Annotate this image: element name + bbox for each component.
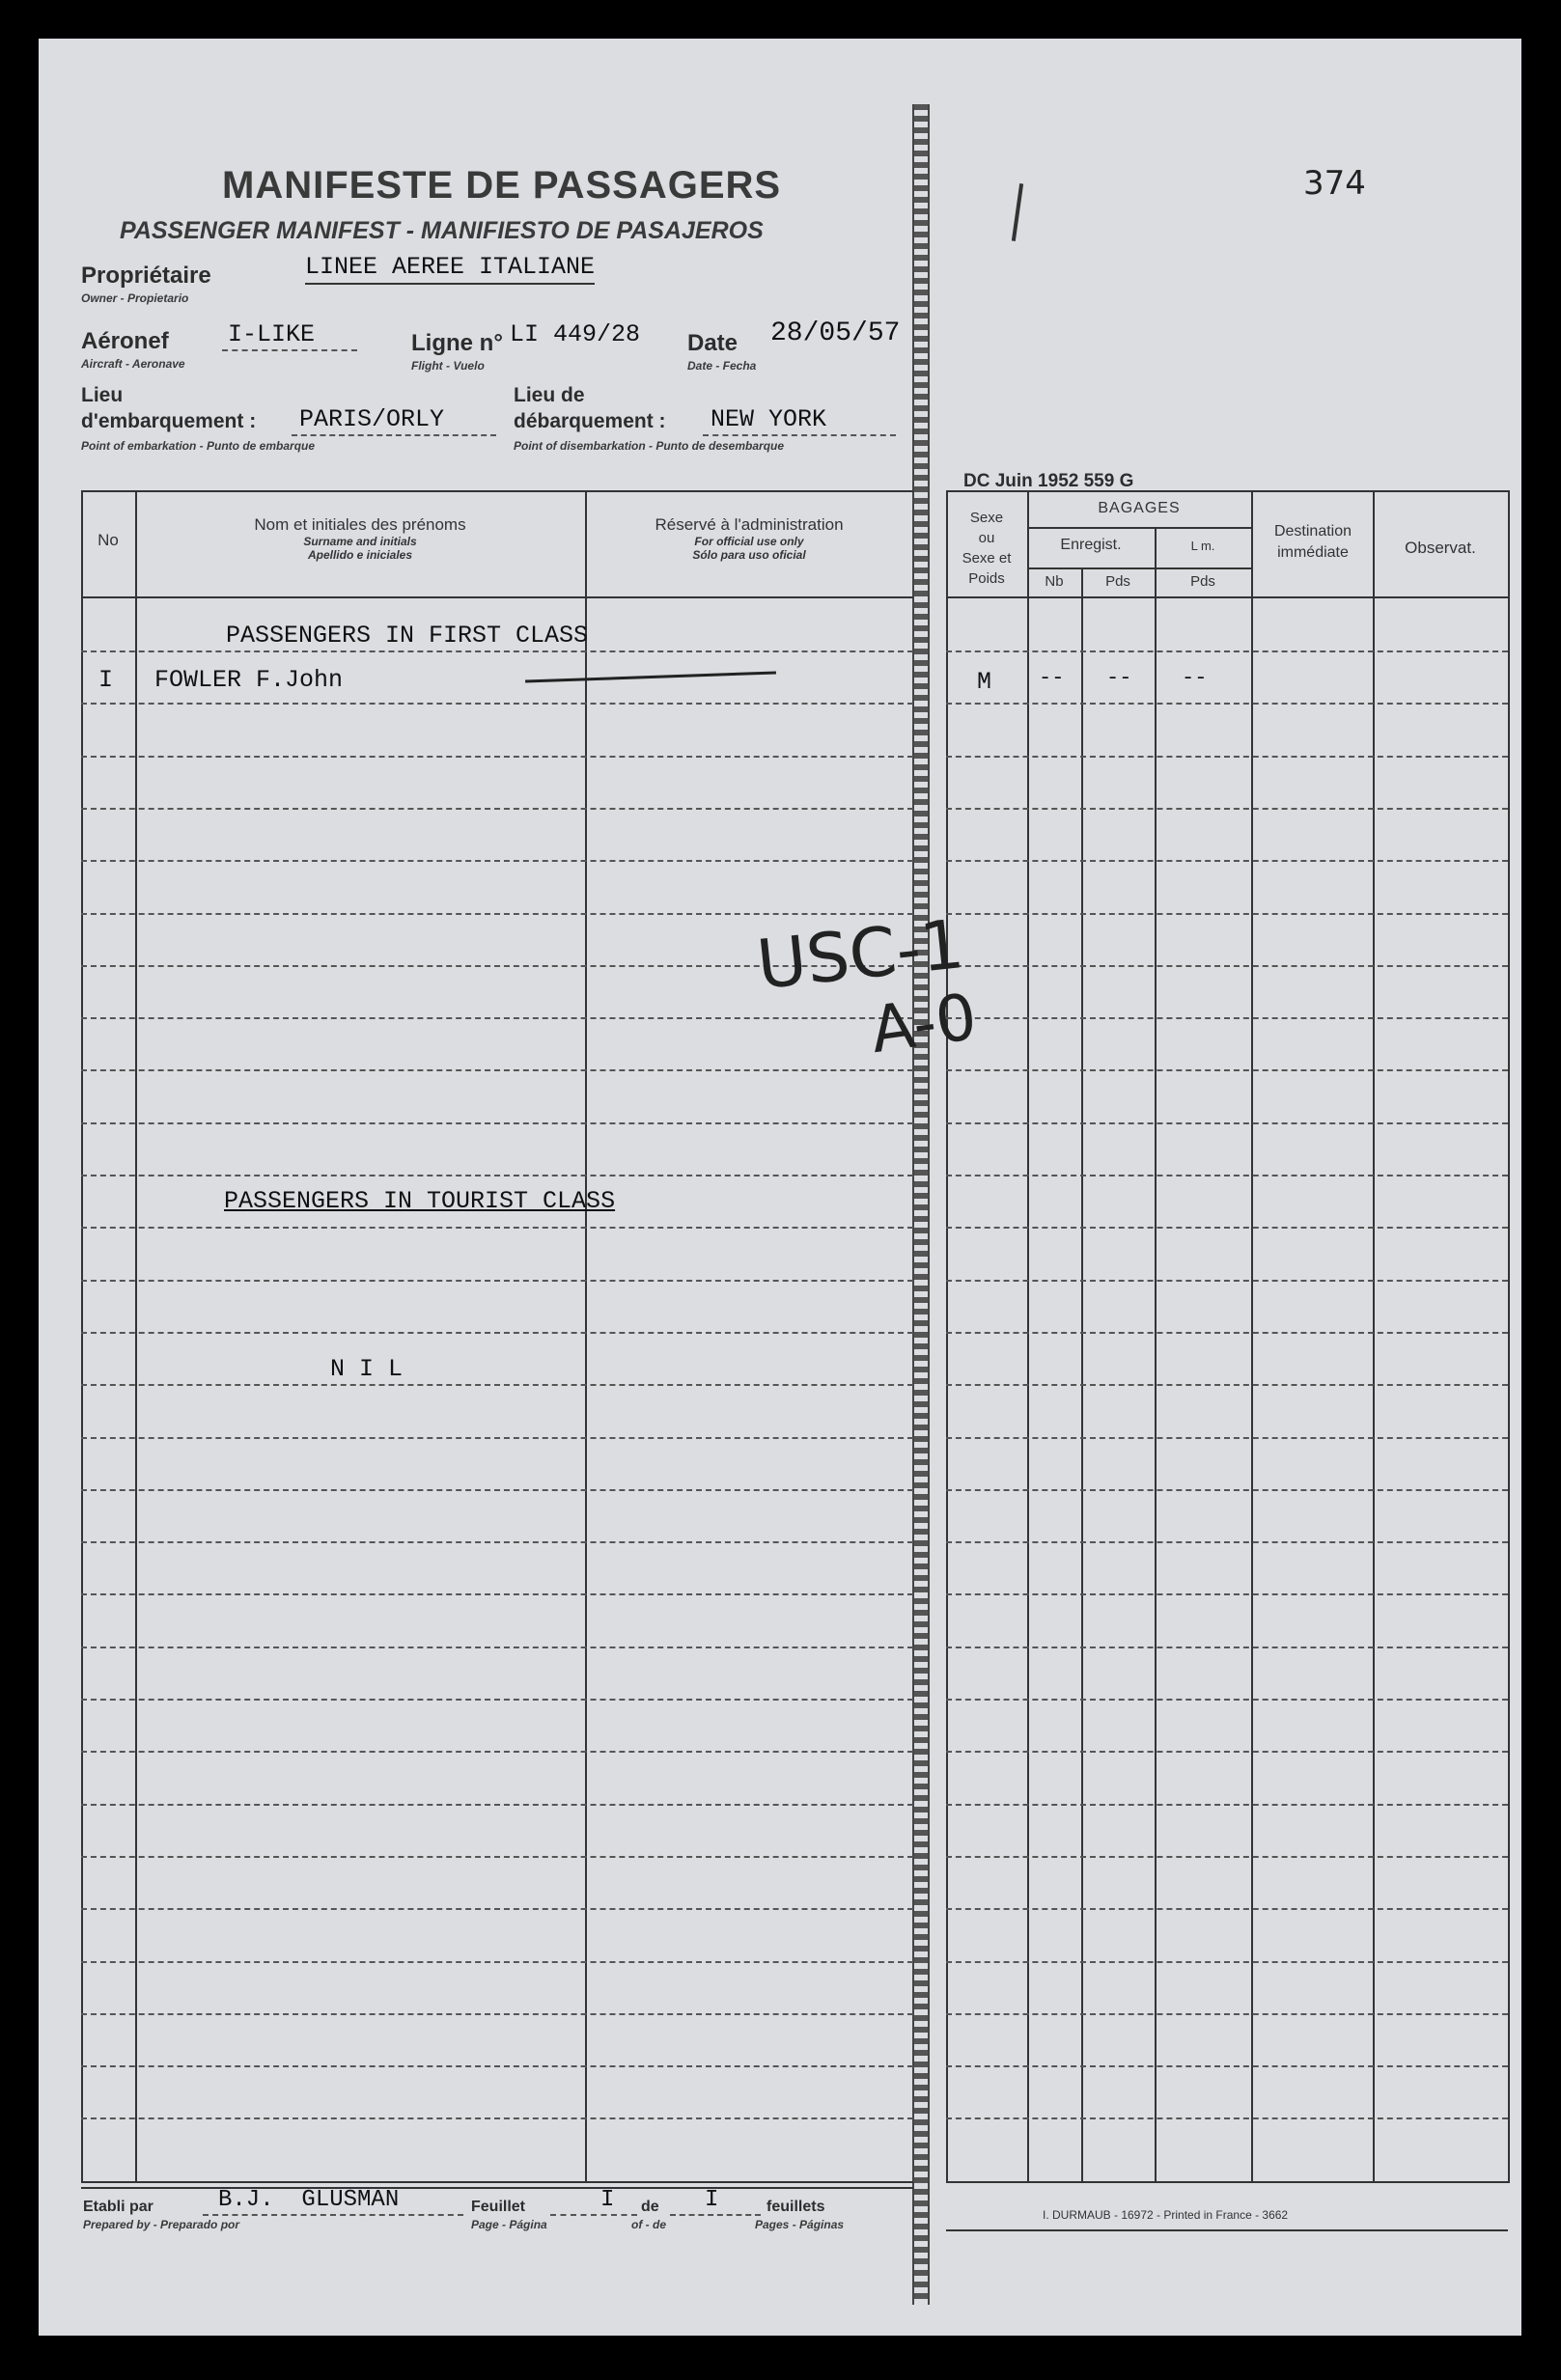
owner-sublabel: Owner - Propietario	[81, 291, 189, 305]
of-sublabel: of - de	[631, 2218, 666, 2231]
col-pds: Pds	[1105, 573, 1130, 590]
date-sublabel: Date - Fecha	[687, 359, 757, 373]
manifest-subtitle: PASSENGER MANIFEST - MANIFIESTO DE PASAJEROS	[120, 217, 764, 244]
row-line-left	[81, 1908, 913, 1910]
pages-label: feuillets	[767, 2199, 825, 2215]
flight-value: LI 449/28	[510, 320, 641, 348]
row-line-left	[81, 913, 913, 915]
disembark-value: NEW YORK	[711, 405, 827, 433]
embark-label-1: Lieu	[81, 384, 124, 406]
row-line-right	[946, 1961, 1508, 1963]
row-line-left	[81, 808, 913, 810]
aircraft-value: I-LIKE	[228, 320, 316, 348]
prepared-label: Etabli par	[83, 2199, 153, 2215]
row-line-right	[946, 1489, 1508, 1491]
row-line-right	[946, 2013, 1508, 2015]
tourist-nil: N I L	[330, 1355, 404, 1383]
flight-sublabel: Flight - Vuelo	[411, 359, 485, 373]
row-line-left	[81, 1593, 913, 1595]
row-line-left	[81, 1541, 913, 1543]
aircraft-sublabel: Aircraft - Aeronave	[81, 357, 185, 371]
row-line-right	[946, 1751, 1508, 1753]
col-hand: L m.	[1190, 539, 1215, 553]
row-line-left	[81, 1017, 913, 1019]
col-name-sub2: Apellido e iniciales	[307, 548, 413, 562]
row-line-left	[81, 1384, 913, 1386]
row-line-right	[946, 703, 1508, 705]
row-line-right	[946, 1227, 1508, 1229]
row-line-right	[946, 1122, 1508, 1124]
sheet-label: Feuillet	[471, 2199, 526, 2215]
row-line-left	[81, 1961, 913, 1963]
binding-spine	[912, 104, 930, 2305]
passenger-nb: --	[1039, 666, 1065, 690]
row-line-left	[81, 650, 913, 652]
col-name	[135, 515, 585, 562]
date-value: 28/05/57	[770, 318, 901, 348]
row-line-left	[81, 1856, 913, 1858]
col-registered: Enregist.	[1060, 537, 1122, 553]
col-destination: Destination immédiate	[1273, 523, 1352, 561]
form-code: DC Juin 1952 559 G	[963, 471, 1134, 491]
row-line-right	[946, 1437, 1508, 1439]
row-line-right	[946, 965, 1508, 967]
row-line-right	[946, 1541, 1508, 1543]
row-line-right	[946, 1908, 1508, 1910]
col-admin-label: Réservé à l'administration	[655, 515, 844, 534]
tourist-class-heading: PASSENGERS IN TOURIST CLASS	[224, 1187, 616, 1215]
row-line-left	[81, 1069, 913, 1071]
col-admin	[585, 515, 913, 562]
row-line-right	[946, 860, 1508, 862]
row-line-left	[81, 756, 913, 758]
first-class-heading: PASSENGERS IN FIRST CLASS	[226, 622, 589, 650]
row-line-left	[81, 860, 913, 862]
embark-value: PARIS/ORLY	[299, 405, 445, 433]
row-line-right	[946, 808, 1508, 810]
printer-line: I. DURMAUB - 16972 - Printed in France - 3662	[1043, 2208, 1289, 2222]
row-line-left	[81, 1280, 913, 1282]
row-line-left	[81, 1647, 913, 1648]
col-admin-sub1: For official use only	[694, 535, 804, 548]
row-line-left	[81, 1175, 913, 1176]
row-line-left	[81, 1437, 913, 1439]
row-line-right	[946, 913, 1508, 915]
date-label: Date	[687, 330, 739, 356]
handwritten-line-1: USC-1	[753, 904, 968, 1005]
handwritten-line-2: A-0	[866, 979, 982, 1068]
row-line-right	[946, 1175, 1508, 1176]
row-line-right	[946, 1017, 1508, 1019]
row-line-right	[946, 1332, 1508, 1334]
of-label: de	[641, 2199, 659, 2215]
prepared-value: B.J. GLUSMAN	[218, 2187, 400, 2213]
row-line-right	[946, 1593, 1508, 1595]
row-line-left	[81, 1489, 913, 1491]
row-line-right	[946, 1647, 1508, 1648]
passenger-hand: --	[1182, 666, 1208, 690]
col-sex-1: Sexe	[969, 510, 1004, 526]
col-admin-sub2: Sólo para uso oficial	[692, 548, 806, 562]
page-number: 374	[1303, 164, 1366, 203]
row-line-right	[946, 1699, 1508, 1701]
row-line-left	[81, 2117, 913, 2119]
disembark-label-1: Lieu de	[514, 384, 585, 406]
col-name-label: Nom et initiales des prénoms	[254, 515, 466, 534]
col-sex-ou: ou	[978, 530, 995, 546]
col-remarks: Observat.	[1405, 539, 1476, 557]
row-line-right	[946, 1069, 1508, 1071]
col-sex-3: Poids	[968, 570, 1005, 587]
manifest-title: MANIFESTE DE PASSAGERS	[222, 164, 782, 207]
passenger-sex: M	[977, 668, 992, 696]
row-line-right	[946, 650, 1508, 652]
sheet-sublabel: Page - Página	[471, 2218, 547, 2231]
owner-value: LINEE AEREE ITALIANE	[305, 253, 595, 285]
prepared-sublabel: Prepared by - Preparado por	[83, 2218, 240, 2231]
embark-sublabel: Point of embarkation - Punto de embarque	[81, 439, 316, 453]
row-line-left	[81, 1332, 913, 1334]
underline-stroke	[525, 671, 776, 682]
row-line-right	[946, 1280, 1508, 1282]
passenger-name: FOWLER F.John	[154, 666, 344, 694]
row-line-left	[81, 703, 913, 705]
row-line-left	[81, 2013, 913, 2015]
disembark-sublabel: Point of disembarkation - Punto de desembarque	[514, 439, 785, 453]
row-line-left	[81, 1699, 913, 1701]
sheet-value: I	[600, 2187, 615, 2213]
col-baggage: BAGAGES	[1098, 500, 1181, 516]
pages-sublabel: Pages - Páginas	[755, 2218, 845, 2231]
embark-label-2: d'embarquement :	[81, 410, 257, 432]
owner-label: Propriétaire	[81, 263, 211, 289]
row-line-right	[946, 1384, 1508, 1386]
passenger-no: I	[98, 666, 114, 694]
row-line-left	[81, 2065, 913, 2067]
disembark-label-2: débarquement :	[514, 410, 666, 432]
pen-mark	[1012, 183, 1023, 241]
row-line-left	[81, 1751, 913, 1753]
passenger-pds: --	[1106, 666, 1132, 690]
row-line-left	[81, 1227, 913, 1229]
row-line-right	[946, 756, 1508, 758]
row-line-right	[946, 1804, 1508, 1806]
of-value: I	[705, 2187, 719, 2213]
manifest-page	[39, 39, 1521, 2336]
col-nb: Nb	[1045, 573, 1064, 590]
col-no: No	[98, 531, 119, 549]
row-line-right	[946, 2065, 1508, 2067]
aircraft-label: Aéronef	[81, 328, 169, 354]
row-line-right	[946, 1856, 1508, 1858]
col-hand-pds: Pds	[1190, 573, 1215, 590]
col-name-sub1: Surname and initials	[303, 535, 417, 548]
flight-label: Ligne n°	[411, 330, 503, 356]
col-sex-2: Sexe et	[962, 550, 1012, 567]
row-line-right	[946, 2117, 1508, 2119]
row-line-left	[81, 1122, 913, 1124]
row-line-left	[81, 1804, 913, 1806]
col-sex	[946, 508, 1027, 589]
